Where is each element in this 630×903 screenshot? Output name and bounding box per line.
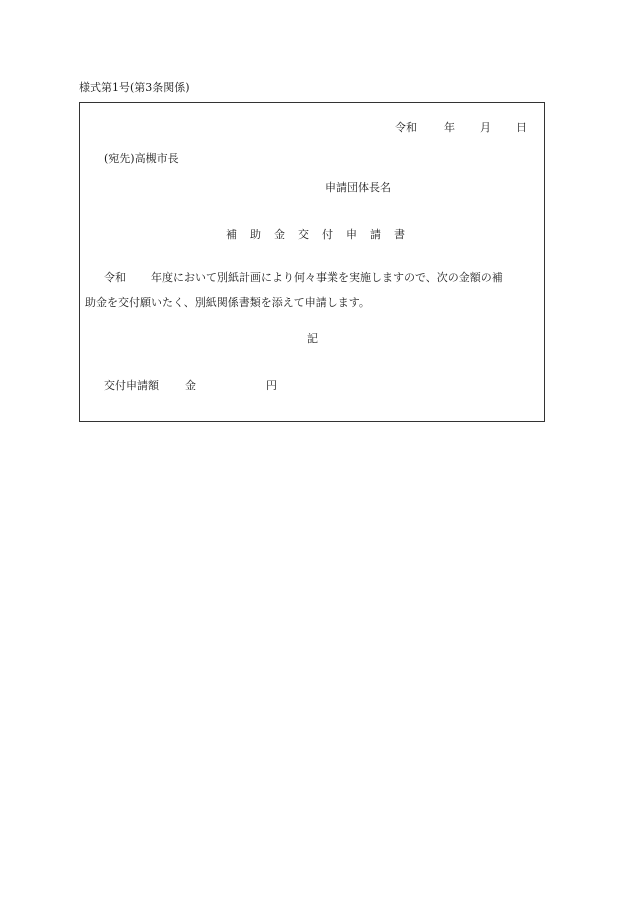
title-char: 交 [298, 228, 309, 241]
date-line [395, 122, 527, 133]
amount-label: 交付申請額 [104, 379, 159, 392]
application-form-box [79, 102, 545, 422]
title-char: 書 [394, 228, 405, 241]
date-day: 日 [516, 121, 527, 134]
document-title [226, 229, 418, 240]
addressee: (宛先)高槻市長 [104, 152, 179, 165]
title-char: 助 [250, 228, 261, 241]
applicant-name-label: 申請団体長名 [325, 181, 391, 194]
title-char: 申 [346, 228, 357, 241]
body-line-1-text: 年度において別紙計画により何々事業を実施しますので、次の金額の補 [151, 271, 503, 284]
body-line-1 [104, 272, 503, 283]
date-year: 年 [444, 121, 455, 134]
body-line-2: 助金を交付願いたく、別紙関係書類を添えて申請します。 [85, 296, 370, 309]
title-char: 金 [274, 228, 285, 241]
title-char: 付 [322, 228, 333, 241]
title-char: 請 [370, 228, 381, 241]
title-char: 補 [226, 228, 237, 241]
amount-kin: 金 [185, 379, 196, 392]
amount-yen: 円 [266, 379, 277, 392]
form-number-label: 様式第1号(第3条関係) [79, 81, 190, 94]
body-era: 令和 [104, 271, 126, 284]
date-era: 令和 [395, 121, 417, 134]
date-month: 月 [480, 121, 491, 134]
amount-line [104, 380, 277, 391]
ki-heading: 記 [307, 332, 318, 345]
